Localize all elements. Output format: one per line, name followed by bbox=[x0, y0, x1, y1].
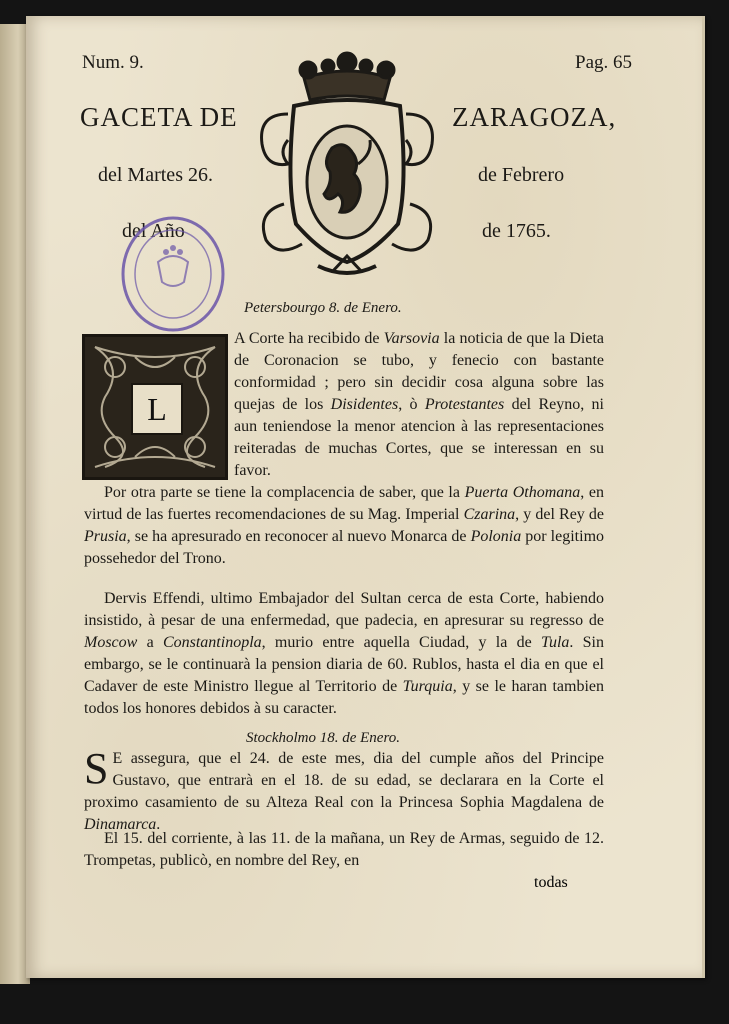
p2-text-c: , y del Rey de bbox=[515, 506, 605, 523]
dateline-stockholm: Stockholmo 18. de Enero. bbox=[246, 730, 400, 746]
p1-text-d: del Reyno, ni aun teniendose la menor atencion à las representaciones reiteradas de muchas Cortes, que se interessan en su favor. bbox=[234, 396, 604, 479]
paragraph-3 bbox=[84, 588, 604, 720]
coat-of-arms-icon bbox=[248, 44, 446, 282]
masthead-date-right: de Febrero bbox=[478, 164, 565, 186]
masthead-title-left: GACETA DE bbox=[80, 102, 238, 132]
p3-turquia: Turquia bbox=[402, 678, 453, 695]
p3-text-d: . Sin embargo, se le continuarà la pension diaria de 60. Rublos, hasta el dia en que el Cadaver de este Ministro llegue al Territorio de bbox=[84, 634, 605, 695]
p1-text-a: Corte ha recibido de bbox=[244, 330, 384, 347]
library-stamp-icon bbox=[118, 212, 228, 336]
paragraph-1 bbox=[234, 328, 604, 482]
p3-text-a: Dervis Effendi, ultimo Embajador del Sultan cerca de esta Corte, habiendo insistido, à pesar de una enfermedad, que padecia, en apresurar su regresso de bbox=[84, 590, 604, 629]
p2-puerta: Puerta Othomana bbox=[464, 484, 581, 501]
dateline-petersburg: Petersbourgo 8. de Enero. bbox=[244, 300, 402, 316]
p1-text-b: la noticia de que la Dieta de Coronacion se tubo, y fenecio con bastante conformidad ; pero sin decidir cosa alguna sobre las quejas de los bbox=[234, 330, 605, 413]
masthead-title-right: ZARAGOZA, bbox=[452, 102, 617, 132]
p2-prusia: Prusia bbox=[84, 528, 127, 545]
paragraph-4 bbox=[84, 744, 604, 836]
paragraph-2 bbox=[84, 482, 604, 570]
masthead-year-right: de 1765. bbox=[482, 220, 551, 242]
p2-text-d: , se ha apresurado en reconocer al nuevo Monarca de bbox=[126, 528, 471, 545]
p2-text-a: Por otra parte se tiene la complacencia de saber, que la bbox=[104, 484, 465, 501]
p3-moscow: Moscow bbox=[84, 634, 138, 651]
ornamental-initial bbox=[82, 334, 228, 480]
issue-number: Num. 9. bbox=[82, 52, 144, 73]
initial-letter: L bbox=[131, 383, 183, 435]
catchword: todas bbox=[534, 874, 568, 891]
masthead-year-left: del Año bbox=[122, 220, 185, 242]
p1-city: Varsovia bbox=[383, 330, 440, 347]
paragraph-5: El 15. del corriente, à las 11. de la mañana, un Rey de Armas, seguido de 12. Trompetas, publicò, en nombre del Rey, en bbox=[84, 830, 604, 869]
masthead-date-left: del Martes 26. bbox=[98, 164, 213, 186]
p2-czarina: Czarina bbox=[463, 506, 516, 523]
p1-text-c: , ò bbox=[398, 396, 425, 413]
p3-text-b: a bbox=[137, 634, 163, 651]
p1-protestantes: Protestantes bbox=[424, 396, 505, 413]
p2-text-b: , en virtud de las fuertes recomendaciones de su Mag. Imperial bbox=[84, 484, 604, 523]
p3-text-c: , murio entre aquella Ciudad, y la de bbox=[261, 634, 541, 651]
p2-polonia: Polonia bbox=[470, 528, 522, 545]
p1-start: A bbox=[234, 330, 245, 347]
newspaper-page bbox=[26, 16, 705, 978]
p3-tula: Tula bbox=[540, 634, 570, 651]
p4-text-a: E assegura, que el 24. de este mes, dia del cumple años del Principe Gustavo, que entrarà en el 18. de su edad, se declarara en la Corte el proximo casamiento de su Alteza Real con la Princesa Sophia Magdalena de bbox=[84, 750, 604, 811]
page-number: Pag. 65 bbox=[575, 52, 632, 73]
p3-constantinopla: Constantinopla bbox=[162, 634, 262, 651]
p1-disidentes: Disidentes bbox=[330, 396, 399, 413]
drop-cap-s: S bbox=[84, 744, 109, 793]
p3-text-e: , y se le haran tambien todos los honores debidos à su caracter. bbox=[84, 678, 604, 717]
p4-dinamarca: Dinamarca bbox=[84, 816, 157, 833]
p2-text-e: por legitimo possehedor del Trono. bbox=[84, 528, 605, 567]
p4-text-b: . bbox=[156, 816, 161, 833]
